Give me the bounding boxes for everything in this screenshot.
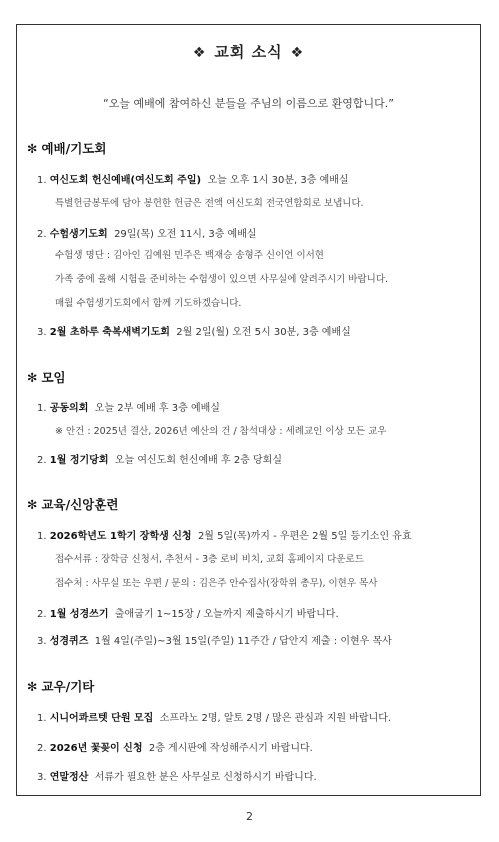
bulletin-frame — [16, 24, 481, 796]
list-item: 1. 여신도회 헌신예배(여신도회 주일) 오늘 오후 1시 30분, 3층 예배실 — [37, 175, 349, 186]
list-item: 2. 1월 정기당회 오늘 여신도회 헌신예배 후 2층 당회실 — [37, 455, 282, 466]
list-item: 3. 성경퀴즈 1월 4일(주일)~3월 15일(주일) 11주간 / 답안지 제출 : 이현우 목사 — [37, 636, 392, 647]
list-item-detail: 특별헌금봉투에 담아 봉헌한 헌금은 전액 여신도회 전국연합회로 보냅니다. — [55, 198, 364, 209]
section-heading-members: ✻ 교우/기타 — [27, 679, 95, 694]
asterisk-icon: ✻ — [27, 679, 38, 694]
list-item: 2. 2026년 꽃꽂이 신청 2층 게시판에 작성해주시기 바랍니다. — [37, 743, 313, 754]
page-title-text: 교회 소식 — [214, 43, 283, 61]
list-item: 3. 연말정산 서류가 필요한 분은 사무실로 신청하시기 바랍니다. — [37, 772, 317, 783]
list-item: 1. 2026학년도 1학기 장학생 신청 2월 5일(목)까지 - 우편은 2월 5일 등기소인 유효 — [37, 531, 412, 542]
list-item: 1. 공동의회 오늘 2부 예배 후 3층 예배실 — [37, 403, 220, 414]
list-item-detail: 가족 중에 올해 시험을 준비하는 수험생이 있으면 사무실에 알려주시기 바랍니다. — [55, 274, 389, 285]
list-item: 2. 1월 성경쓰기 출애굽기 1~15장 / 오늘까지 제출하시기 바랍니다. — [37, 609, 339, 620]
asterisk-icon: ✻ — [27, 370, 38, 385]
diamond-ornament-icon: ❖ — [290, 45, 305, 61]
page-number: 2 — [246, 810, 253, 823]
page-title — [17, 41, 480, 62]
list-item-detail: 매월 수험생기도회에서 함께 기도하겠습니다. — [55, 298, 242, 309]
list-item-detail: 접수서류 : 장학금 신청서, 추천서 - 3층 로비 비치, 교회 홈페이지 다운로드 — [55, 554, 364, 565]
list-item: 2. 수험생기도회 29일(목) 오전 11시, 3층 예배실 — [37, 229, 257, 240]
asterisk-icon: ✻ — [27, 497, 38, 512]
list-item-detail: 접수처 : 사무실 또는 우편 / 문의 : 김은주 안수집사(장학위 총무), 이현우 목사 — [55, 578, 378, 589]
list-item: 3. 2월 초하루 축복새벽기도회 2월 2일(월) 오전 5시 30분, 3층 예배실 — [37, 327, 351, 338]
asterisk-icon: ✻ — [27, 141, 38, 156]
welcome-message: “오늘 예배에 참여하신 분들을 주님의 이름으로 환영합니다.” — [103, 97, 394, 110]
list-item-detail: ※ 안건 : 2025년 결산, 2026년 예산의 건 / 참석대상 : 세례교인 이상 모든 교우 — [55, 426, 387, 437]
section-heading-education: ✻ 교육/신앙훈련 — [27, 497, 119, 512]
list-item-detail: 수험생 명단 : 김아인 김예원 민주은 백재승 송형주 신이언 이서현 — [55, 250, 324, 261]
diamond-ornament-icon: ❖ — [192, 45, 207, 61]
section-heading-meetings: ✻ 모임 — [27, 370, 66, 385]
list-item: 1. 시니어콰르텟 단원 모집 소프라노 2명, 알토 2명 / 많은 관심과 지원 바랍니다. — [37, 713, 392, 724]
section-heading-worship: ✻ 예배/기도회 — [27, 141, 107, 156]
